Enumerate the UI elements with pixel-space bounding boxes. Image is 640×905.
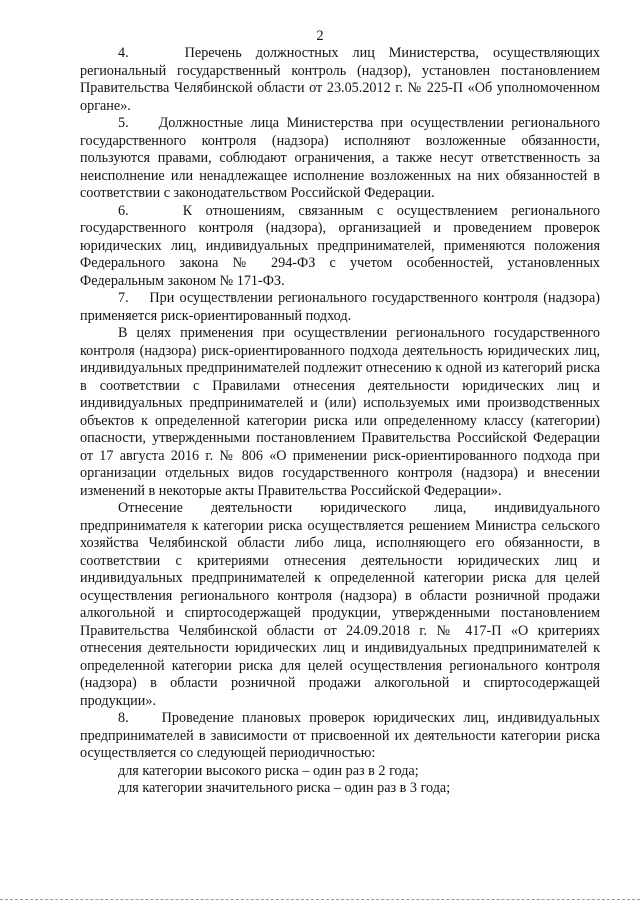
paragraph-risk-assignment: Отнесение деятельности юридического лица, индивидуального предпринимателя к категории риска осуществляется решением Министра сельского хозяйства Челябинской области либо лица, исполняющего его обязанности, в соответствии с критериями отнесения деятельности юридических лиц и индивидуальных предпринимателей к определенной категории риска для целей осуществления регионального контроля (надзора) в области розничной продажи алкогольной и спиртосодержащей продукции, утвержденными постановлением Правительства Челябинской области от 24.09.2018 г. № 417-П «О критериях отнесения деятельности юридических лиц и индивидуальных предпринимателей к определенной категории риска для целей осуществления регионального контроля (надзора) в области розничной продажи алкогольной и спиртосодержащей продукции».	[80, 500, 600, 709]
paragraph-item-7: 7. При осуществлении регионального государственного контроля (надзора) применяется риск-ориентированный подход.	[80, 290, 600, 324]
paragraph-item-5: 5. Должностные лица Министерства при осуществлении регионального государственного контроля (надзора) исполняют возложенные обязанности, пользуются правами, соблюдают ограничения, а также несут ответственность за неисполнение или ненадлежащее исполнение возложенных на них обязанностей в соответствии с законодательством Российской Федерации.	[80, 115, 600, 201]
document-body	[80, 45, 600, 798]
scan-edge-line	[0, 899, 640, 900]
paragraph-item-4: 4. Перечень должностных лиц Министерства, осуществляющих региональный государственный контроль (надзор), установлен постановлением Правительства Челябинской области от 23.05.2012 г. № 225-П «Об уполномоченном органе».	[80, 45, 600, 114]
list-item-significant-risk: для категории значительного риска – один раз в 3 года;	[118, 780, 451, 796]
paragraph-risk-approach: В целях применения при осуществлении регионального государственного контроля (надзора) риск-ориентированного подхода деятельность юридических лиц, индивидуальных предпринимателей подлежит отнесению к одной из категорий риска в соответствии с Правилами отнесения деятельности юридических лиц и индивидуальных предпринимателей и (или) используемых ими производственных объектов к определенной категории риска или определенному классу (категории) опасности, утвержденными постановлением Правительства Российской Федерации от 17 августа 2016 г. № 806 «О применении риск-ориентированного подхода при организации отдельных видов государственного контроля (надзора) и внесении изменений в некоторые акты Правительства Российской Федерации».	[80, 325, 600, 499]
list-item-high-risk: для категории высокого риска – один раз в 2 года;	[118, 762, 419, 779]
paragraph-item-6: 6. К отношениям, связанным с осуществлением регионального государственного контроля (надзора), организацией и проведением проверок юридических лиц, индивидуальных предпринимателей, применяются положения Федерального закона № 294-ФЗ с учетом особенностей, установленных Федеральным законом № 171-ФЗ.	[80, 202, 600, 289]
page-number: 2	[316, 28, 324, 44]
paragraph-item-8: 8. Проведение плановых проверок юридических лиц, индивидуальных предпринимателей в зависимости от присвоенной их деятельности категории риска осуществляется со следующей периодичностью:	[80, 710, 600, 761]
